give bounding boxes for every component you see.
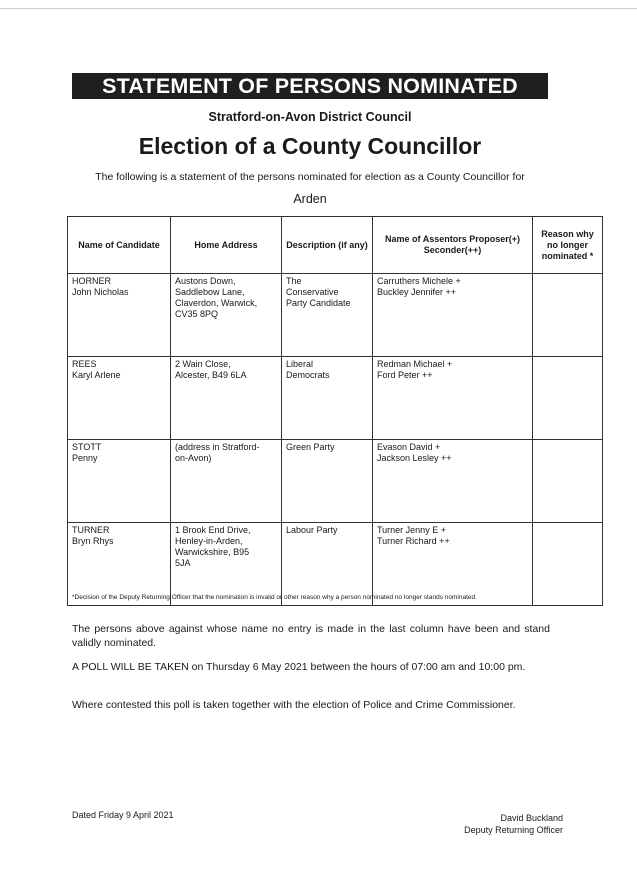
address-line: CV35 8PQ — [175, 309, 219, 319]
proposer: Turner Jenny E + — [377, 525, 446, 535]
candidate-surname: HORNER — [72, 276, 112, 286]
combined-poll-paragraph: Where contested this poll is taken together with the election of Police and Crime Commissioner. — [72, 699, 516, 711]
address-line: Alcester, B49 6LA — [175, 370, 247, 380]
validly-nominated-paragraph: The persons above against whose name no entry is made in the last column have been and stand validly nominated. — [72, 623, 550, 649]
candidate-surname: TURNER — [72, 525, 110, 535]
statement-banner: STATEMENT OF PERSONS NOMINATED — [72, 73, 548, 99]
address-line: Claverdon, Warwick, — [175, 298, 258, 308]
header-description: Description (if any) — [282, 217, 373, 274]
division-name: Arden — [293, 192, 327, 206]
description-cell — [282, 274, 373, 357]
seconder: Buckley Jennifer ++ — [377, 287, 457, 297]
home-address-cell — [171, 274, 282, 357]
table-header-row — [68, 217, 603, 274]
candidate-forenames: Bryn Rhys — [72, 536, 114, 546]
description-cell — [282, 440, 373, 523]
candidate-name-cell — [68, 357, 171, 440]
scan-edge-line — [0, 8, 637, 9]
nominations-table — [67, 216, 603, 606]
proposer: Redman Michael + — [377, 359, 453, 369]
header-address: Home Address — [171, 217, 282, 274]
candidate-surname: STOTT — [72, 442, 102, 452]
assentors-cell — [373, 357, 533, 440]
address-line: Warwickshire, B95 — [175, 547, 250, 557]
description-line: Democrats — [286, 370, 330, 380]
address-line: 2 Wain Close, — [175, 359, 231, 369]
description-line: Green Party — [286, 442, 335, 452]
table-row — [68, 357, 603, 440]
candidate-name-cell — [68, 440, 171, 523]
reason-cell — [533, 440, 603, 523]
address-line: on-Avon) — [175, 453, 212, 463]
assentors-cell — [373, 274, 533, 357]
candidate-name-cell — [68, 274, 171, 357]
intro-text: The following is a statement of the persons nominated for election as a County Councillor for — [95, 171, 525, 183]
candidate-surname: REES — [72, 359, 97, 369]
address-line: 5JA — [175, 558, 191, 568]
description-line: Party Candidate — [286, 298, 351, 308]
assentors-cell — [373, 440, 533, 523]
address-line: Austons Down, — [175, 276, 236, 286]
proposer: Carruthers Michele + — [377, 276, 461, 286]
officer-signature-block — [464, 812, 563, 836]
home-address-cell — [171, 357, 282, 440]
candidate-forenames: Penny — [72, 453, 98, 463]
officer-name: David Buckland — [500, 813, 563, 823]
table-footnote: *Decision of the Deputy Returning Officer that the nomination is invalid or other reason why a person nominated no longer stands nominated. — [72, 594, 477, 601]
candidate-forenames: Karyl Arlene — [72, 370, 121, 380]
address-line: Saddlebow Lane, — [175, 287, 245, 297]
officer-title: Deputy Returning Officer — [464, 825, 563, 835]
poll-paragraph: A POLL WILL BE TAKEN on Thursday 6 May 2021 between the hours of 07:00 am and 10:00 pm. — [72, 661, 526, 673]
table-row — [68, 274, 603, 357]
description-line: Labour Party — [286, 525, 338, 535]
proposer: Evason David + — [377, 442, 441, 452]
description-line: Conservative — [286, 287, 339, 297]
council-name: Stratford-on-Avon District Council — [208, 110, 412, 124]
address-line: (address in Stratford- — [175, 442, 260, 452]
reason-cell — [533, 357, 603, 440]
header-name: Name of Candidate — [68, 217, 171, 274]
reason-cell — [533, 274, 603, 357]
candidate-forenames: John Nicholas — [72, 287, 129, 297]
table-row — [68, 440, 603, 523]
description-line: The — [286, 276, 302, 286]
description-cell — [282, 357, 373, 440]
header-reason: Reason why no longer nominated * — [533, 217, 603, 274]
header-assentors: Name of Assentors Proposer(+) Seconder(++) — [373, 217, 533, 274]
address-line: Henley-in-Arden, — [175, 536, 243, 546]
home-address-cell — [171, 440, 282, 523]
seconder: Jackson Lesley ++ — [377, 453, 452, 463]
address-line: 1 Brook End Drive, — [175, 525, 251, 535]
seconder: Ford Peter ++ — [377, 370, 433, 380]
election-title: Election of a County Councillor — [138, 133, 482, 159]
seconder: Turner Richard ++ — [377, 536, 450, 546]
dated-line: Dated Friday 9 April 2021 — [72, 810, 174, 820]
description-line: Liberal — [286, 359, 314, 369]
